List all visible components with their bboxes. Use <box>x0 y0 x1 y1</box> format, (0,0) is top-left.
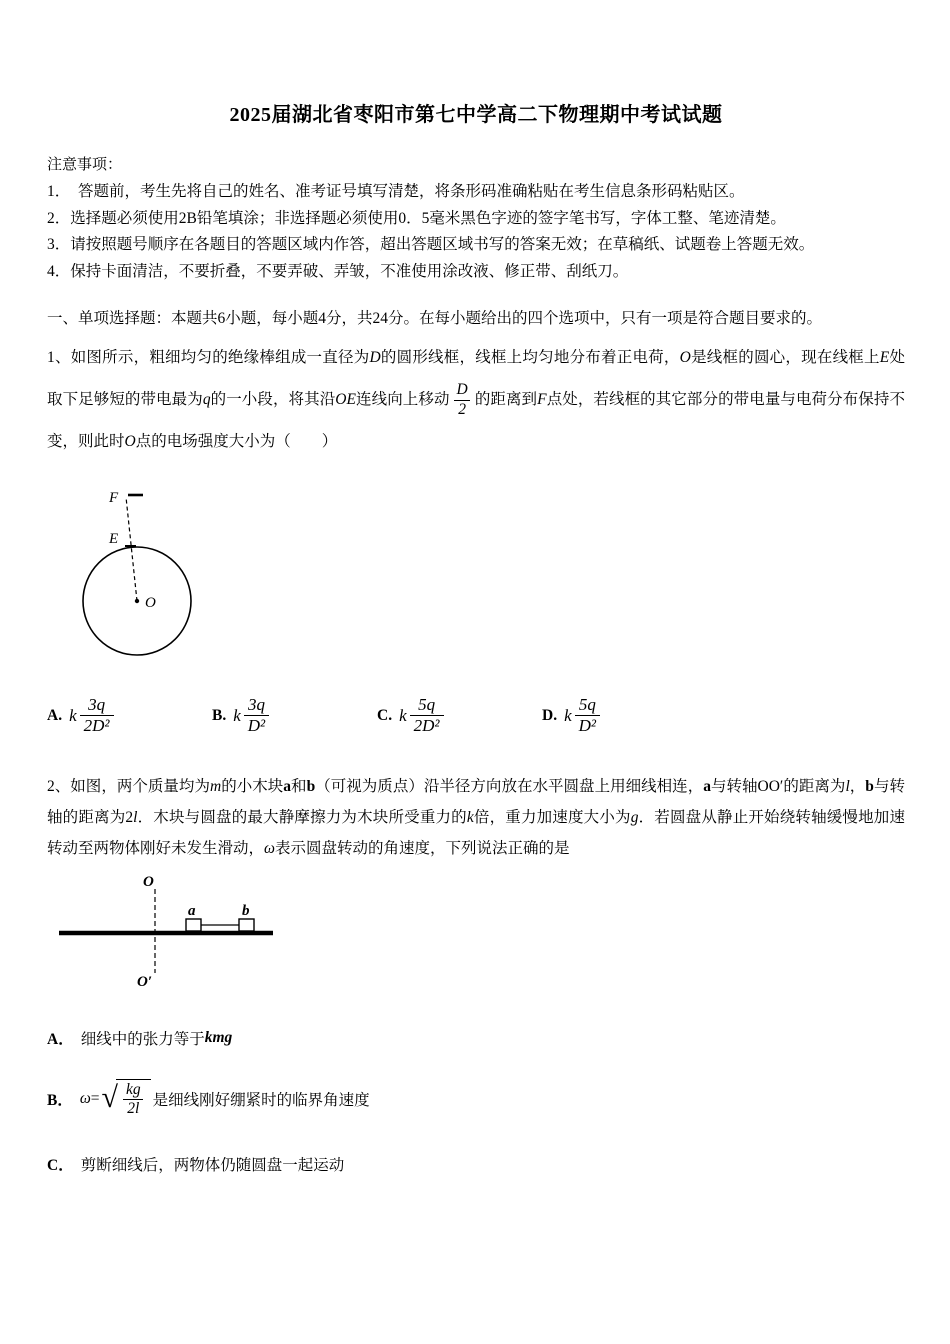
question-1-text: 1、如图所示，粗细均匀的绝缘棒组成一直径为D的圆形线框，线框上均匀地分布着正电荷，O是线框的圆心，现在线框上E处取下足够短的带电最为q的一小段，将其沿OE连线向上移动 $\frac{D}{2}$ 的距离到F点处，若线框的其它部分的带电量与电荷分布保持不变，则此时O点的电场强度大小为（ ） <box>47 349 905 450</box>
circle-loop-figure-svg <box>65 479 225 664</box>
option-b-label: B． <box>47 1091 73 1109</box>
q1-option-d <box>542 695 707 737</box>
q1-option-b <box>212 695 377 737</box>
note-item-4: 4．保持卡面清洁，不要折叠，不要弄破、弄皱，不准使用涂改液、修正带、刮纸刀。 <box>47 262 629 280</box>
question-2-text: 2、如图，两个质量均为m的小木块a和b（可视为质点）沿半径方向放在水平圆盘上用细线相连，a与转轴OO′的距离为l，b与转轴的距离为2l．木块与圆盘的最大静摩擦力为木块所受重力的k倍，重力加速度大小为g．若圆盘从静止开始绕转轴缓慢地加速转动至两物体刚好未发生滑动，ω表示圆盘转动的角速度，下列说法正确的是 <box>47 777 905 857</box>
q2-option-c <box>47 1149 905 1179</box>
option-b-formula: k $\frac{3q}{\text{D²}}$ <box>233 695 272 737</box>
notes-header: 注意事项： <box>47 157 123 173</box>
q2-option-a <box>47 1023 905 1053</box>
option-c-content: 剪断细线后，两物体仍随圆盘一起运动 <box>80 1156 345 1174</box>
rotating-disk-figure-svg <box>55 872 290 990</box>
q1-option-a <box>47 695 212 737</box>
option-a-label: A． <box>47 1030 74 1048</box>
page-title: 2025届湖北省枣阳市第七中学高二下物理期中考试试题 <box>229 104 723 126</box>
label-o: O <box>145 595 156 611</box>
block-a <box>186 919 201 931</box>
option-d-formula: k $\frac{5q}{\text{D²}}$ <box>564 695 603 737</box>
note-item-2: 2．选择题必须使用2B铅笔填涂；非选择题必须使用0．5毫米黑色字迹的签字笔书写，字体工整、笔迹清楚。 <box>47 209 786 227</box>
option-c-formula: k $\frac{5q}{\text{2D²}}$ <box>399 695 446 737</box>
option-a-formula: k $\frac{3q}{\text{2D²}}$ <box>69 695 116 737</box>
section1-header: 一、单项选择题：本题共6小题，每小题4分，共24分。在每小题给出的四个选项中，只有一项是符合题目要求的。 <box>47 310 823 327</box>
question-2-figure <box>55 872 905 995</box>
option-b-label: B. <box>212 706 227 724</box>
center-point-o <box>135 599 139 603</box>
label-block-a: a <box>188 902 196 919</box>
label-e: E <box>109 531 119 547</box>
note-item-1: 1． 答题前，考生先将自己的姓名、准考证号填写清楚，将条形码准确粘贴在考生信息条形码粘贴区。 <box>47 183 745 200</box>
option-a-label: A. <box>47 706 63 724</box>
block-b <box>239 919 254 931</box>
oe-dashed-line <box>126 497 137 601</box>
label-axis-o: O <box>143 873 154 890</box>
q1-options <box>47 695 905 737</box>
option-c-label: C． <box>47 1156 74 1174</box>
label-f: F <box>109 490 119 506</box>
q2-options <box>47 1023 905 1179</box>
label-axis-o-prime: O′ <box>137 973 153 990</box>
question-1-figure <box>65 479 905 669</box>
q2-option-b <box>47 1079 905 1119</box>
option-a-content: 细线中的张力等于 kmg <box>80 1028 233 1048</box>
option-c-label: C. <box>377 706 393 724</box>
note-item-3: 3．请按照题号顺序在各题目的答题区域内作答，超出答题区域书写的答案无效；在草稿纸、试题卷上答题无效。 <box>47 236 815 253</box>
label-block-b: b <box>242 902 250 919</box>
notes-section <box>47 153 905 285</box>
option-d-label: D. <box>542 706 558 724</box>
option-b-content: ω = √ $\frac{kg}{2l}$ 是细线刚好绷紧时的临界角速度 <box>79 1080 370 1118</box>
q1-option-c <box>377 695 542 737</box>
